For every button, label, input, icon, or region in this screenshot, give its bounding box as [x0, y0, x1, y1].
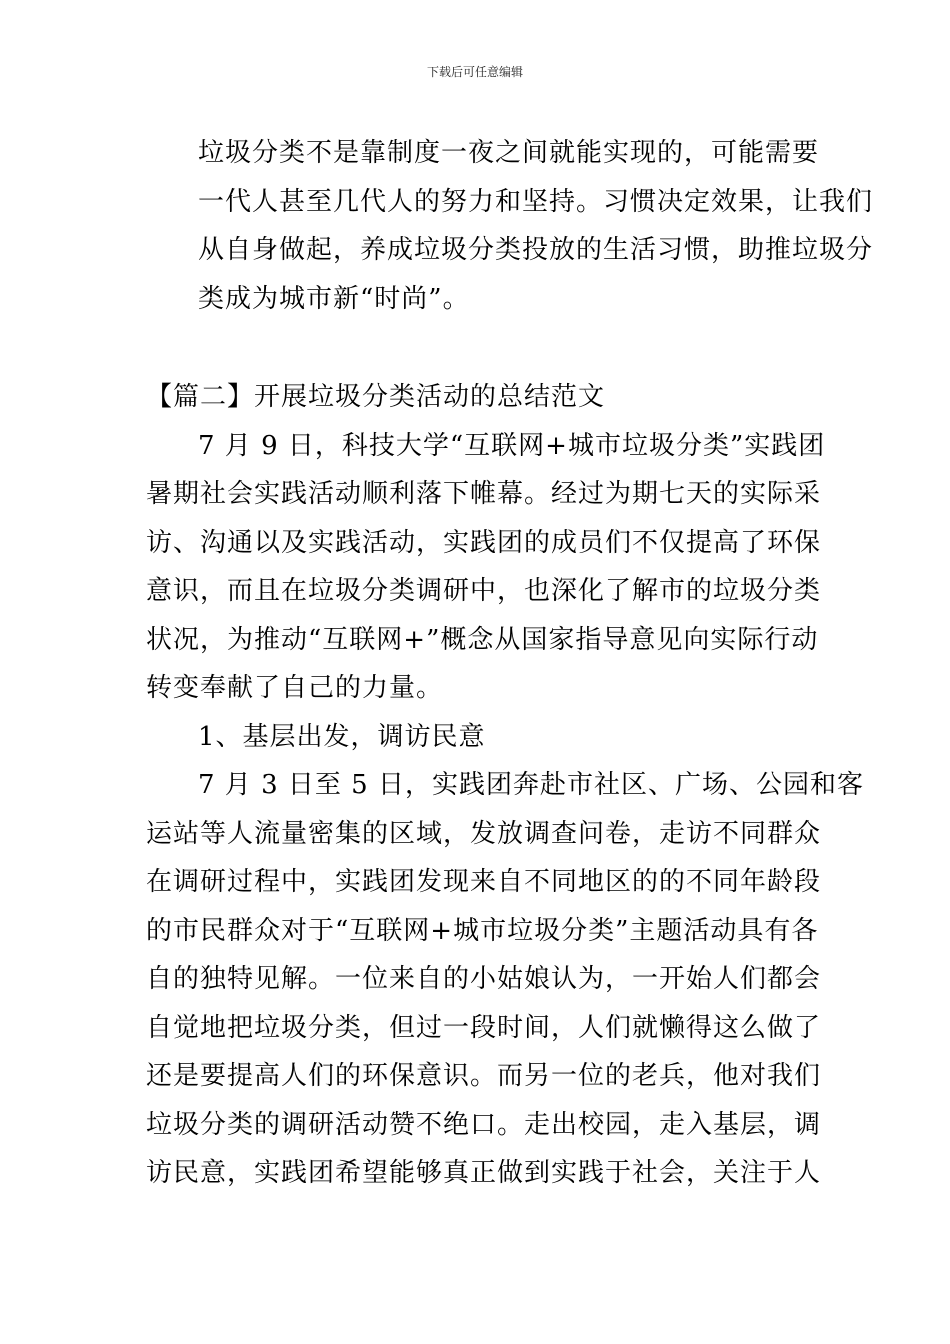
page-header-note: 下载后可任意编辑: [426, 65, 523, 79]
text-line: 自觉地把垃圾分类，但过一段时间，人们就懒得这么做了: [146, 1012, 822, 1043]
text-line: 一代人甚至几代人的努力和坚持。习惯决定效果，让我们: [198, 186, 874, 217]
text-line: 意识，而且在垃圾分类调研中，也深化了解市的垃圾分类: [146, 576, 822, 606]
text-line: 访民意，实践团希望能够真正做到实践于社会，关注于人: [146, 1158, 822, 1188]
document-body: [146, 129, 874, 1198]
text-line: 自的独特见解。一位来自的小姑娘认为，一开始人们都会: [146, 964, 822, 994]
text-line: 7 月 3 日至 5 日，实践团奔赴市社区、广场、公园和客: [198, 770, 864, 800]
text-line: 7 月 9 日，科技大学“互联网+城市垃圾分类”实践团: [198, 430, 826, 461]
subsection-text: 1、基层出发，调访民意: [198, 721, 486, 752]
subsection-title: [146, 713, 808, 762]
text-line: 转变奉献了自己的力量。: [146, 673, 444, 703]
text-line: 垃圾分类不是靠制度一夜之间就能实现的，可能需要: [198, 138, 820, 168]
text-line: 从自身做起，养成垃圾分类投放的生活习惯，助推垃圾分: [198, 235, 874, 265]
text-line: 暑期社会实践活动顺利落下帷幕。经过为期七天的实际采: [146, 479, 822, 509]
paragraph-2: [146, 422, 826, 713]
paragraph-1: [146, 129, 874, 323]
text-line: 在调研过程中，实践团发现来自不同地区的的不同年龄段: [146, 867, 822, 897]
section-heading: [146, 373, 808, 422]
text-line: 类成为城市新“时尚”。: [198, 283, 470, 314]
paragraph-3: [146, 761, 864, 1198]
text-line: 运站等人流量密集的区域，发放调查问卷，走访不同群众: [146, 818, 822, 849]
text-line: 还是要提高人们的环保意识。而另一位的老兵，他对我们: [146, 1061, 822, 1091]
text-line: 的市民群众对于“互联网+城市垃圾分类”主题活动具有各: [146, 915, 819, 946]
text-line: 访、沟通以及实践活动，实践团的成员们不仅提高了环保: [146, 527, 822, 558]
heading-text: 【篇二】开展垃圾分类活动的总结范文: [146, 382, 606, 412]
text-line: 垃圾分类的调研活动赞不绝口。走出校园，走入基层，调: [146, 1109, 822, 1140]
text-line: 状况，为推动“互联网+”概念从国家指导意见向实际行动: [146, 624, 819, 655]
